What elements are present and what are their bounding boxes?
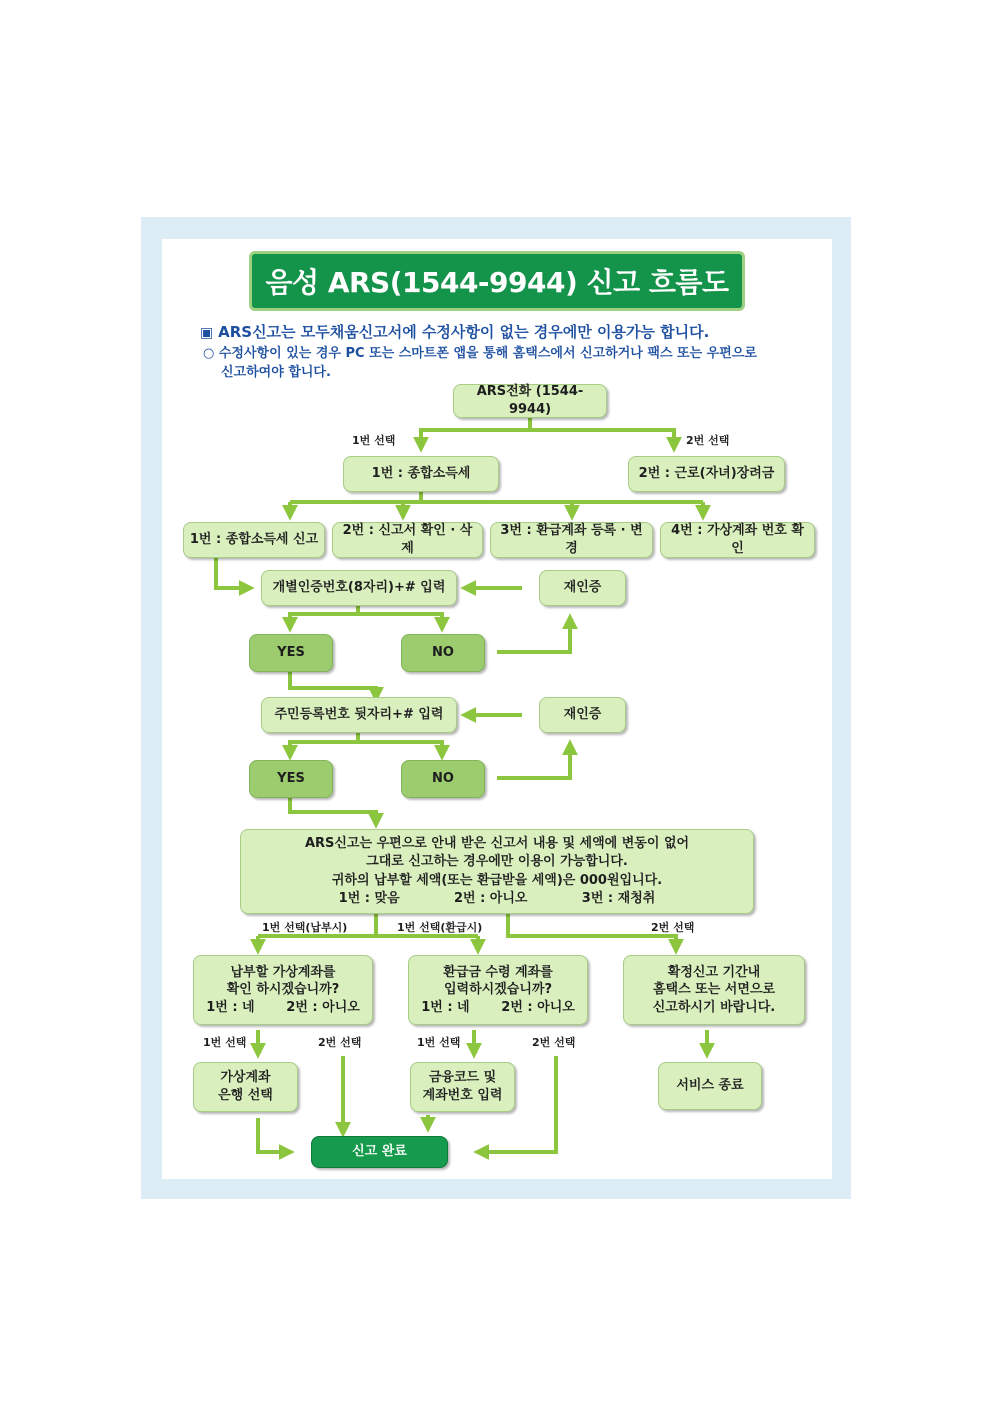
note-line-1-text: ARS신고는 모두채움신고서에 수정사항이 없는 경우에만 이용가능 합니다.: [218, 323, 710, 341]
pay-virtual-account-node: [193, 955, 373, 1025]
label-pay-select-2: 2번 선택: [318, 1036, 362, 1049]
note-line-2: [203, 342, 757, 361]
auth-number-input-node: 개별인증번호(8자리)+# 입력: [261, 570, 457, 606]
confirm-line-1: ARS신고는 우편으로 안내 받은 신고서 내용 및 세액에 변동이 없어: [304, 836, 690, 852]
confirm-amount-node: [240, 829, 754, 914]
pay-line-3: 1번 : 네 2번 : 아니오: [206, 999, 360, 1015]
no-node-1: NO: [401, 634, 485, 672]
pay-line-1: 납부할 가상계좌를: [230, 964, 336, 980]
confirm-line-3: 귀하의 납부할 세액(또는 환급받을 세액)은 000원입니다.: [331, 872, 663, 888]
hometax-notice-node: [623, 955, 805, 1025]
ars-call-node: ARS전화 (1544-9944): [453, 384, 607, 418]
refund-line-1: 환급금 수령 계좌를: [443, 964, 553, 980]
refund-line-3: 1번 : 네 2번 : 아니오: [421, 999, 575, 1015]
refund-account-node: [408, 955, 588, 1025]
label-select-2-top: 2번 선택: [686, 434, 730, 447]
label-pay-select-1: 1번 선택: [203, 1036, 247, 1049]
label-select-1-top: 1번 선택: [352, 434, 396, 447]
hometax-line-2: 홈택스 또는 서면으로: [652, 982, 776, 998]
yes-node-2: YES: [249, 760, 333, 798]
bank-line-1: 가상계좌: [220, 1069, 271, 1085]
note-line-2-text: 수정사항이 있는 경우 PC 또는 스마트폰 앱을 통해 홈택스에서 신고하거나 팩스 또는 우편으로: [218, 346, 757, 361]
sub4-virtual-account-node: 4번 : 가상계좌 번호 확인: [660, 522, 815, 558]
reauth-node-2: 재인증: [539, 697, 626, 733]
note-line-3: 신고하여야 합니다.: [221, 365, 331, 380]
sub1-tax-filing-node: 1번 : 종합소득세 신고: [183, 522, 325, 558]
bank-select-node: [193, 1062, 298, 1112]
refund-line-2: 입력하시겠습니까?: [443, 982, 552, 998]
menu2-incentive-node: 2번 : 근로(자녀)장려금: [628, 456, 785, 492]
menu1-income-tax-node: 1번 : 종합소득세: [343, 456, 499, 492]
yes-node-1: YES: [249, 634, 333, 672]
square-bullet-icon: ▣: [200, 325, 214, 341]
confirm-line-4: 1번 : 맞음 2번 : 아니오 3번 : 재청취: [338, 890, 656, 906]
label-refund-select-2: 2번 선택: [532, 1036, 576, 1049]
service-end-node: 서비스 종료: [658, 1062, 762, 1110]
hometax-line-1: 확정신고 기간내: [667, 964, 761, 980]
sub2-review-delete-node: 2번 : 신고서 확인 · 삭제: [332, 522, 483, 558]
circle-bullet-icon: ○: [203, 346, 215, 361]
code-line-2: 계좌번호 입력: [422, 1088, 503, 1103]
reauth-node-1: 재인증: [539, 570, 626, 606]
sub3-refund-account-node: 3번 : 환급계좌 등록 · 변경: [490, 522, 653, 558]
label-refund-select-1: 1번 선택: [417, 1036, 461, 1049]
page-title-text: 음성 ARS(1544-9944) 신고 흐름도: [265, 266, 729, 299]
no-node-2: NO: [401, 760, 485, 798]
pay-line-2: 확인 하시겠습니까?: [226, 982, 340, 998]
confirm-line-2: 그대로 신고하는 경우에만 이용이 가능합니다.: [366, 854, 628, 870]
bank-line-2: 은행 선택: [218, 1088, 273, 1103]
code-line-1: 금융코드 및: [428, 1069, 497, 1085]
note-line-1: [200, 321, 709, 342]
label-select-1-pay: 1번 선택(납부시): [262, 921, 348, 934]
bank-code-input-node: [410, 1062, 515, 1112]
label-select-2-confirm: 2번 선택: [651, 921, 695, 934]
page-title: [249, 251, 745, 311]
rrn-input-node: 주민등록번호 뒷자리+# 입력: [261, 697, 457, 733]
filing-complete-node: 신고 완료: [311, 1136, 448, 1168]
label-select-1-refund: 1번 선택(환급시): [397, 921, 483, 934]
hometax-line-3: 신고하시기 바랍니다.: [652, 999, 776, 1015]
